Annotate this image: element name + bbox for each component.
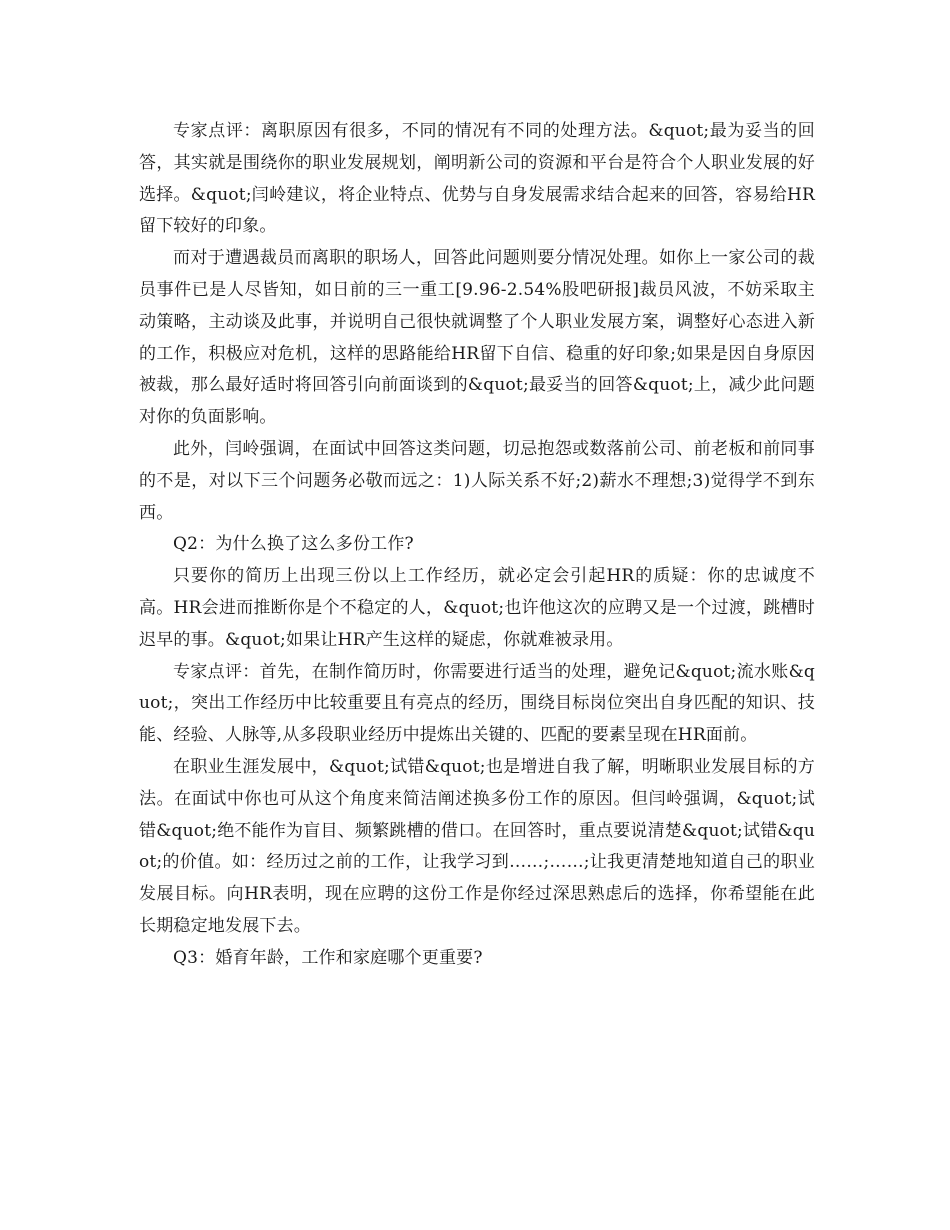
document-body <box>139 116 815 975</box>
question-q2: Q2：为什么换了这么多份工作? <box>173 534 414 555</box>
question-q3: Q3：婚育年龄，工作和家庭哪个更重要? <box>173 947 483 968</box>
paragraph-avoid-topics: 此外，闫岭强调，在面试中回答这类问题，切忌抱怨或数落前公司、前老板和前同事的不是，对以下三个问题务必敬而远之：1)人际关系不好;2)薪水不理想;3)觉得学不到东西。 <box>139 438 815 523</box>
paragraph-expert-comment-2: 专家点评：首先，在制作简历时，你需要进行适当的处理，避免记&quot;流水账&quot;，突出工作经历中比较重要且有亮点的经历，围绕目标岗位突出自身匹配的知识、技能、经验、人脉等,从多段职业经历中提炼出关键的、匹配的要素呈现在HR面前。 <box>139 661 815 746</box>
paragraph-trial-and-error: 在职业生涯发展中，&quot;试错&quot;也是增进自我了解，明晰职业发展目标的方法。在面试中你也可从这个角度来简洁阐述换多份工作的原因。但闫岭强调，&quot;试错&quot;绝不能作为盲目、频繁跳槽的借口。在回答时，重点要说清楚&quot;试错&quot;的价值。如：经历过之前的工作，让我学习到……;……;让我更清楚地知道自己的职业发展目标。向HR表明，现在应聘的这份工作是你经过深思熟虑后的选择，你希望能在此长期稳定地发展下去。 <box>139 756 815 936</box>
paragraph-layoff: 而对于遭遇裁员而离职的职场人，回答此问题则要分情况处理。如你上一家公司的裁员事件已是人尽皆知，如日前的三一重工[9.96-2.54%股吧研报]裁员风波，不妨采取主动策略，主动谈及此事，并说明自己很快就调整了个人职业发展方案，调整好心态进入新的工作，积极应对危机，这样的思路能给HR留下自信、稳重的好印象;如果是因自身原因被裁，那么最好适时将回答引向前面谈到的&quot;最妥当的回答&quot;上，减少此问题对你的负面影响。 <box>139 248 815 428</box>
paragraph-expert-comment-1: 专家点评：离职原因有很多，不同的情况有不同的处理方法。&quot;最为妥当的回答，其实就是围绕你的职业发展规划，阐明新公司的资源和平台是符合个人职业发展的好选择。&quot;闫岭建议，将企业特点、优势与自身发展需求结合起来的回答，容易给HR留下较好的印象。 <box>139 121 815 237</box>
paragraph-resume-doubt: 只要你的简历上出现三份以上工作经历，就必定会引起HR的质疑：你的忠诚度不高。HR会进而推断你是个不稳定的人，&quot;也许他这次的应聘又是一个过渡，跳槽时迟早的事。&quot;如果让HR产生这样的疑虑，你就难被录用。 <box>139 566 815 650</box>
